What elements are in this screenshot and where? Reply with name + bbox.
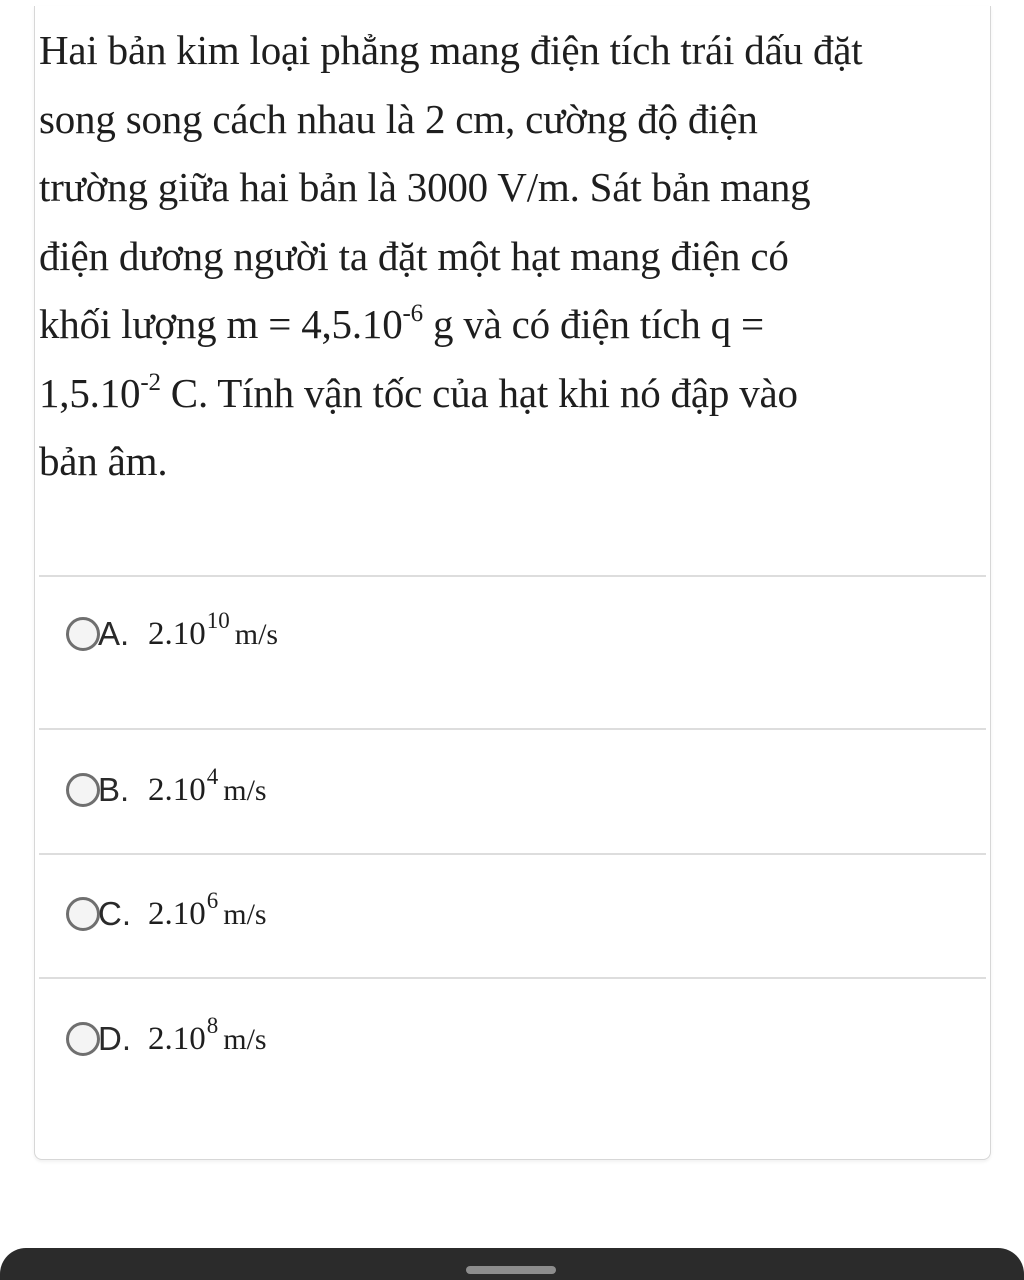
- option-letter: C.: [98, 895, 131, 932]
- option-exponent: 10: [206, 607, 230, 633]
- option-value: [148, 763, 267, 809]
- question-card: [34, 6, 991, 1160]
- option-unit: m/s: [223, 1022, 267, 1056]
- charge-text: g và có điện tích q =: [422, 301, 764, 347]
- divider: [39, 575, 986, 577]
- question-line: điện dương người ta đặt một hạt mang điện có: [39, 232, 789, 279]
- question-line: trường giữa hai bản là 3000 V/m. Sát bản mang: [39, 164, 811, 210]
- option-exponent: 6: [206, 887, 219, 913]
- question-ask: C. Tính vận tốc của hạt khi nó đập vào: [160, 369, 798, 416]
- divider: [39, 853, 986, 855]
- option-unit: m/s: [223, 773, 267, 807]
- question-line: bản âm.: [39, 438, 168, 484]
- option-c[interactable]: [35, 874, 990, 954]
- option-base: 2.10: [148, 615, 206, 652]
- question-line: song song cách nhau là 2 cm, cường độ điện: [39, 95, 758, 142]
- option-letter: D.: [98, 1020, 131, 1057]
- option-letter: A.: [98, 615, 130, 652]
- option-exponent: 8: [206, 1012, 219, 1038]
- option-base: 2.10: [148, 895, 206, 932]
- radio-button[interactable]: [66, 617, 100, 651]
- option-d[interactable]: [35, 999, 990, 1079]
- radio-button[interactable]: [66, 773, 100, 807]
- radio-button[interactable]: [66, 897, 100, 931]
- option-unit: m/s: [223, 897, 267, 931]
- option-base: 2.10: [148, 771, 206, 808]
- mass-exponent: -6: [402, 300, 423, 328]
- divider: [39, 977, 986, 979]
- question-line: [39, 290, 984, 359]
- option-b[interactable]: [35, 750, 990, 830]
- charge-exponent: -2: [140, 368, 161, 396]
- option-letter: B.: [98, 771, 130, 808]
- option-unit: m/s: [234, 617, 279, 651]
- question-text: [39, 16, 984, 496]
- option-exponent: 4: [206, 763, 219, 789]
- bottom-sheet: [0, 1248, 1024, 1280]
- mass-text: khối lượng m = 4,5.10: [39, 301, 403, 347]
- question-line: [39, 359, 984, 428]
- option-value: [148, 1012, 267, 1058]
- option-a[interactable]: [35, 594, 990, 674]
- option-value: [148, 887, 267, 933]
- option-value: [148, 607, 279, 653]
- question-line: Hai bản kim loại phẳng mang điện tích trái dấu đặt: [39, 27, 863, 73]
- charge-value: 1,5.10: [39, 369, 141, 416]
- radio-button[interactable]: [66, 1022, 100, 1056]
- option-base: 2.10: [148, 1020, 206, 1057]
- divider: [39, 728, 986, 730]
- home-indicator[interactable]: [466, 1266, 556, 1274]
